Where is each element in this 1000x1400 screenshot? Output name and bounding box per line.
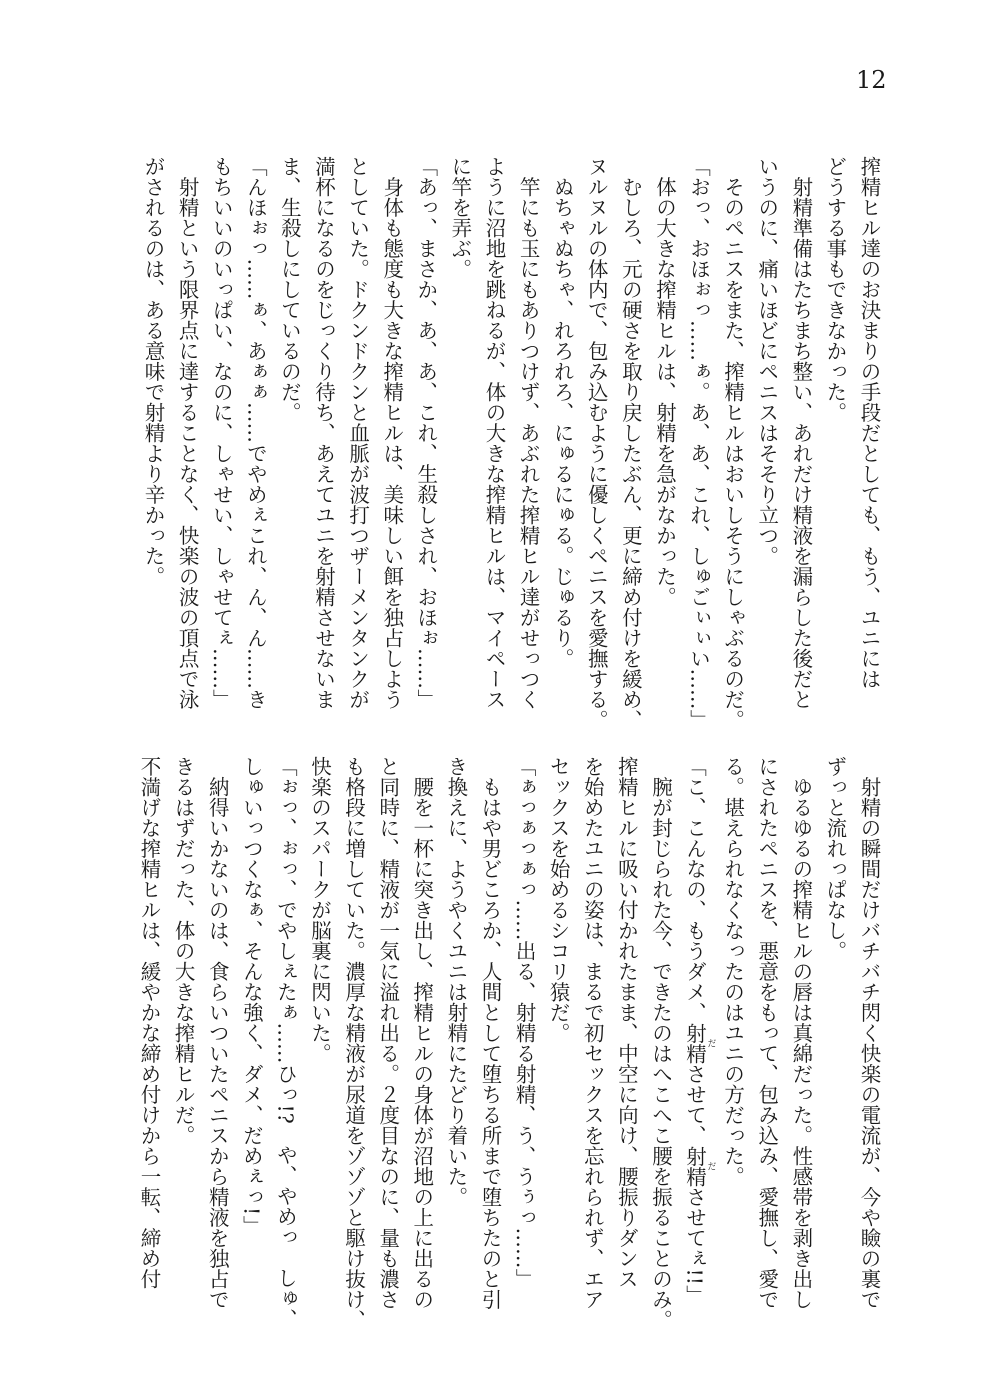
text-line: 体の大きな搾精ヒルは、射精を急がなかった。 [652,156,677,607]
text-line: ヌルヌルの体内で、包み込むように優しくペニスを愛撫する。 [584,156,609,730]
text-line: ように沼地を跳ねるが、体の大きな搾精ヒルは、マイペース [481,156,506,710]
text-line: る。堪えられなくなったのはユニの方だった。 [720,756,745,1187]
text-line: むしろ、元の硬さを取り戻したぶん、更に締め付けを緩め、 [618,156,643,730]
ruby-base: 射精 [682,1145,707,1187]
text-line: 「あっ、まさか、あ、あ、これ、生殺しされ、おほぉ……」 [413,156,438,710]
text-line: そのペニスをまた、搾精ヒルはおいしそうにしゃぶるのだ。 [720,156,745,730]
text-line-with-ruby [677,756,715,1316]
text-line: きるはずだった、体の大きな搾精ヒルだ。 [171,756,196,1146]
text-line: 射精準備はたちまち整い、あれだけ精液を漏らした後だと [788,156,813,710]
page-number: 12 [856,66,887,94]
text-line: も格段に増していた。濃厚な精液が尿道をゾゾゾと駆け抜け、 [341,756,366,1330]
ruby-word [682,1022,716,1064]
text-line: がされるのは、ある意味で射精より辛かった。 [141,156,166,587]
text-segment: させて、 [682,1063,707,1146]
text-line: しゅいっつくなぁ、そんな強く、ダメ、だめぇっ!」 [239,756,264,1236]
ruby-word [682,1145,716,1187]
text-line: 「おっ、おほぉっ……ぁ。あ、あ、これ、しゅごぃぃい……」 [686,156,711,730]
text-line: ゆるゆるの搾精ヒルの唇は真綿だった。性感帯を剥き出し [788,756,813,1310]
text-block-bottom [132,756,886,1330]
text-line: 身体も態度も大きな搾精ヒルは、美味しい餌を独占しよう [379,156,404,710]
text-line: もはや男どころか、人間として堕ちる所まで堕ちたのと引 [477,756,502,1310]
text-line: を始めたユニの姿は、まるで初セックスを忘れられず、エア [580,756,605,1310]
text-line: に竿を弄ぶ。 [447,156,472,279]
text-block-top [136,156,886,730]
text-line: としていた。ドクンドクンと血脈が波打つザーメンタンクが [345,156,370,710]
ruby-reading: だ [705,1145,716,1187]
text-line: 「ぁっぁっぁっ……出る、射精る射精、う、うぅっ……」 [512,756,537,1289]
text-line: 搾精ヒルに吸い付かれたまま、中空に向け、腰振りダンス [614,756,639,1289]
text-line: セックスを始めるシコリ猿だ。 [546,756,571,1043]
ruby-reading: だ [705,1022,716,1064]
text-line: どうする事もできなかった。 [822,156,847,423]
text-line: もちいいのいっぱい、なのに、しゃせい、しゃせてぇ……」 [209,156,234,710]
text-line: ずっと流れっぱなし。 [822,756,847,961]
ruby-base: 射精 [682,1022,707,1064]
text-line: 射精の瞬間だけバチバチ閃く快楽の電流が、今や瞼の裏で [857,756,881,1310]
text-line: 腰を一杯に突き出し、搾精ヒルの身体が沼地の上に出るの [409,756,434,1310]
text-line: ぬちゃぬちゃ、れろれろ、にゅるにゅる。じゅるり。 [550,156,575,669]
text-line: いうのに、痛いほどにペニスはそそり立つ。 [754,156,779,566]
text-segment: 「こ、こんなの、もうダメ、 [682,756,707,1023]
text-line: 快楽のスパークが脳裏に閃いた。 [307,756,332,1064]
text-line: と同時に、精液が一気に溢れ出る。２度目なのに、量も濃さ [375,756,400,1310]
text-line: 搾精ヒル達のお決まりの手段だとしても、もう、ユニには [857,156,881,689]
text-line: 「んほぉっ……ぁ、あぁぁ……でやめぇこれ、ん、ん……き [243,156,268,710]
text-line: 腕が封じられた今、できたのはへこへこ腰を振ることのみ。 [648,756,673,1330]
text-line: 納得いかないのは、食らいついたペニスから精液を独占で [205,756,230,1310]
text-line: き換えに、ようやくユニは射精にたどり着いた。 [443,756,468,1207]
text-line: 満杯になるのをじっくり待ち、あえてユニを射精させないま [311,156,336,710]
text-line: 竿にも玉にもありつけず、あぶれた搾精ヒル達がせっつく [516,156,541,710]
text-line: 「ぉっ、ぉっ、でやしぇたぁ……ひっ!? や、やめっ しゅ、 [273,756,298,1329]
text-segment: させてぇ!!」 [682,1186,707,1306]
text-line: 不満げな搾精ヒルは、緩やかな締め付けから一転、締め付 [137,756,162,1289]
text-line: ま、生殺しにしているのだ。 [277,156,302,423]
text-line: にされたペニスを、悪意をもって、包み込み、愛撫し、愛で [754,756,779,1310]
text-line: 射精という限界点に達することなく、快楽の波の頂点で泳 [175,156,200,710]
